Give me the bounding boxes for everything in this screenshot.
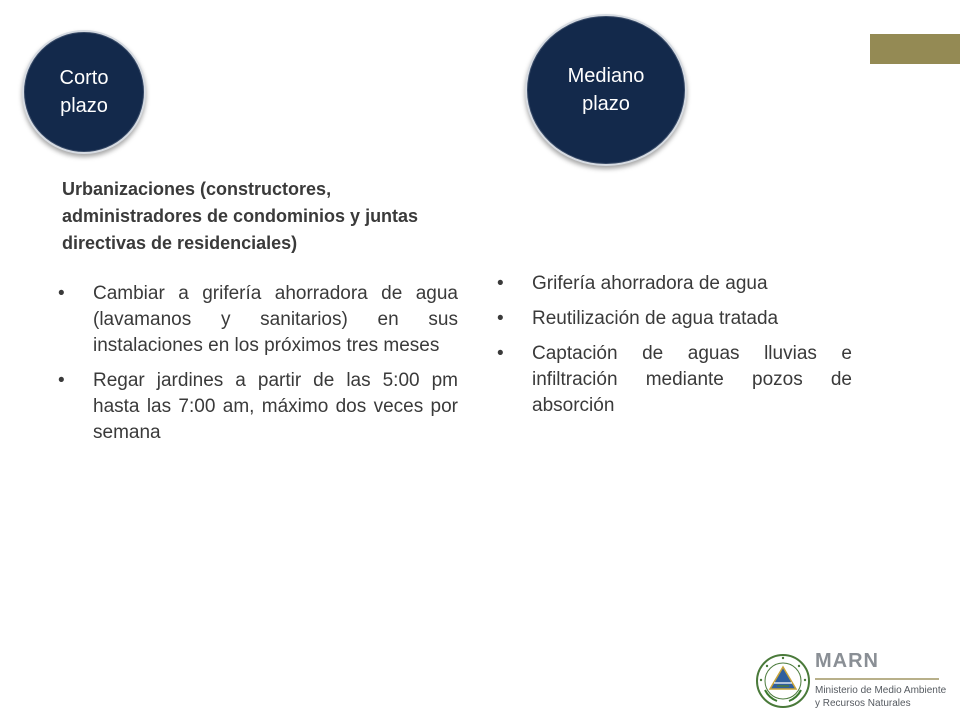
list-item: • Captación de aguas lluvias e infiltración mediante pozos de absorción	[497, 341, 852, 419]
logo-divider	[815, 678, 939, 680]
medium-term-actions-list	[497, 271, 852, 428]
list-item: • Cambiar a grifería ahorradora de agua (lavamanos y sanitarios) en sus instalaciones en los próximos tres meses	[58, 281, 458, 359]
accent-bar	[870, 34, 960, 64]
list-item: • Regar jardines a partir de las 5:00 pm hasta las 7:00 am, máximo dos veces por semana	[58, 368, 458, 446]
coat-of-arms-seal-icon	[755, 650, 811, 712]
short-term-actions-list	[58, 281, 458, 455]
marn-subtitle: Ministerio de Medio Ambiente y Recursos Naturales	[815, 685, 947, 709]
marn-logo	[753, 648, 953, 716]
list-item: • Reutilización de agua tratada	[497, 306, 852, 332]
short-term-label: Corto plazo	[59, 67, 109, 117]
audience-heading: Urbanizaciones (constructores, administradores de condominios y juntas directivas de residenciales)	[62, 179, 419, 253]
marn-name: MARN	[815, 650, 879, 672]
medium-term-label: Mediano plazo	[567, 65, 645, 115]
short-term-circle	[22, 30, 146, 154]
list-item: • Grifería ahorradora de agua	[497, 271, 852, 297]
medium-term-circle	[525, 14, 687, 166]
